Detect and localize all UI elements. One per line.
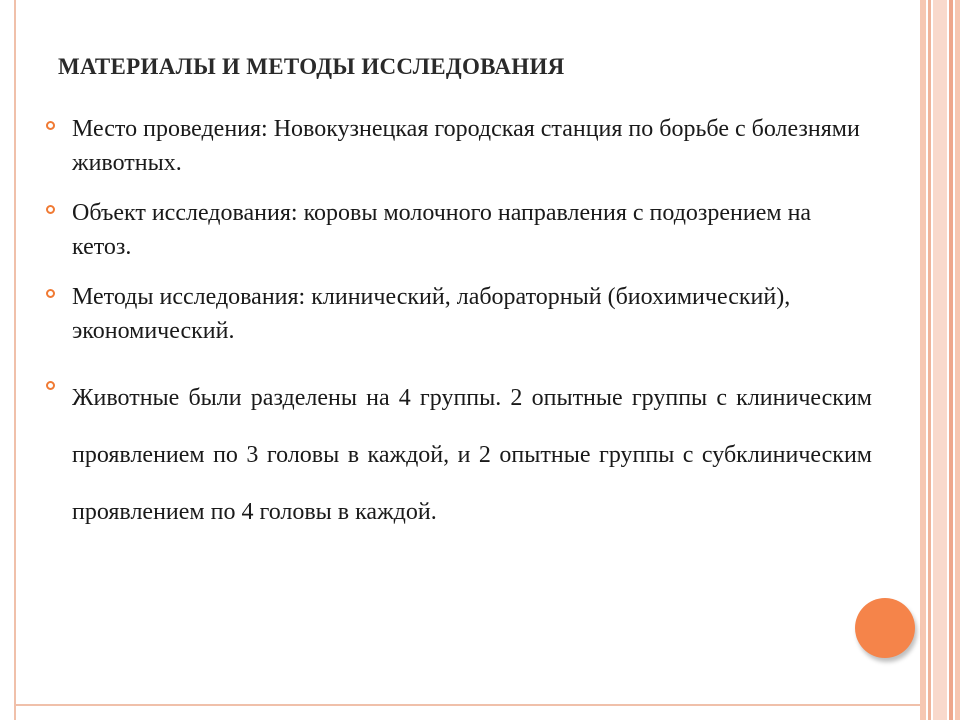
bullet-item-methods [46,280,872,348]
bullet-text: Животные были разделены на 4 группы. 2 опытные группы с клиническим проявлением по 3 головы в каждой, и 2 опытные группы с субклиническим проявлением по 4 головы в каждой. [72,385,872,525]
orange-ring-bullet-icon [46,205,55,214]
bullet-text: Объект исследования: коровы молочного направления с подозрением на кетоз. [72,200,812,260]
stripe [928,0,931,720]
orange-ring-bullet-icon [46,121,55,130]
orange-ring-bullet-icon [46,289,55,298]
stripe [949,0,953,720]
stripe [920,0,926,720]
slide-title: МАТЕРИАЛЫ И МЕТОДЫ ИССЛЕДОВАНИЯ [58,54,565,79]
frame-bottom-line [14,704,920,706]
orange-ring-bullet-icon [46,381,55,390]
bullet-text: Место проведения: Новокузнецкая городская станция по борьбе с болезнями животных. [72,116,860,176]
bullet-item-groups [46,370,872,541]
bullet-text: Методы исследования: клинический, лабораторный (биохимический), экономический. [72,284,791,344]
bullet-list [46,112,872,541]
stripe [933,0,947,720]
stripe [955,0,960,720]
bullet-item-location [46,112,872,180]
decorative-stripes [920,0,960,720]
orange-circle-decoration [855,598,915,658]
bullet-item-object [46,196,872,264]
frame-left-line [14,0,16,720]
